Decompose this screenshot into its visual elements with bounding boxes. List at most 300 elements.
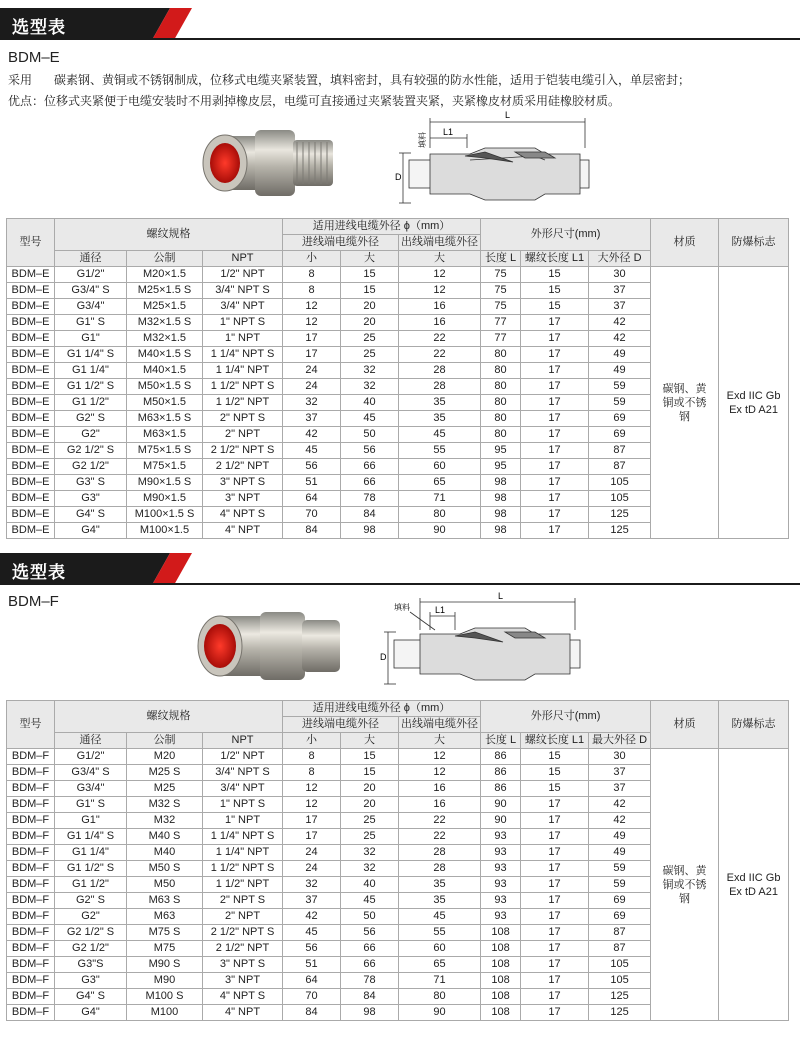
fill-label: 填料 (394, 603, 410, 612)
table-cell: 24 (283, 861, 341, 877)
table-cell: 15 (341, 749, 399, 765)
table-cell: 108 (481, 925, 521, 941)
table-cell: BDM–E (7, 315, 55, 331)
table-cell: G4" (55, 523, 127, 539)
table-cell: 1 1/4" NPT S (203, 347, 283, 363)
table-cell: 15 (521, 299, 589, 315)
table-cell: 59 (589, 877, 651, 893)
table-cell: 80 (481, 395, 521, 411)
table-cell: M32×1.5 (127, 331, 203, 347)
table-cell: M100 S (127, 989, 203, 1005)
table-cell: 37 (589, 781, 651, 797)
table-cell: 3/4" NPT S (203, 283, 283, 299)
table-cell: 1" NPT (203, 331, 283, 347)
table-cell: 66 (341, 459, 399, 475)
table-cell: 69 (589, 909, 651, 925)
dim-label-L1: L1 (443, 127, 454, 137)
table-cell: BDM–F (7, 765, 55, 781)
table-cell: 17 (521, 475, 589, 491)
table-cell: G1/2" (55, 749, 127, 765)
table-cell: M75 (127, 941, 203, 957)
table-cell: 32 (341, 861, 399, 877)
table-cell: G4" (55, 1005, 127, 1021)
table-cell: 17 (283, 829, 341, 845)
table-cell: 65 (399, 475, 481, 491)
table-cell: 90 (399, 1005, 481, 1021)
table-cell: 80 (481, 427, 521, 443)
table-cell: 3/4" NPT S (203, 765, 283, 781)
table-cell: M100×1.5 (127, 523, 203, 539)
table-cell: M25×1.5 (127, 299, 203, 315)
table-cell: 45 (283, 925, 341, 941)
material-cell: 碳钢、黄铜或不锈钢 (651, 749, 719, 1021)
table-cell: BDM–E (7, 475, 55, 491)
table-cell: G2" (55, 909, 127, 925)
header-length: 长度 L (481, 733, 521, 749)
table-cell: 20 (341, 781, 399, 797)
table-cell: 4" NPT S (203, 507, 283, 523)
table-cell: M50×1.5 (127, 395, 203, 411)
table-cell: 108 (481, 957, 521, 973)
table-cell: 25 (341, 813, 399, 829)
table-cell: M25 S (127, 765, 203, 781)
table-cell: 28 (399, 861, 481, 877)
table-cell: M100×1.5 S (127, 507, 203, 523)
model-name: BDM–F (8, 593, 59, 610)
table-cell: 37 (283, 893, 341, 909)
model-name: BDM–E (8, 49, 60, 66)
table-cell: 12 (399, 267, 481, 283)
table-cell: 108 (481, 989, 521, 1005)
table-cell: 15 (521, 267, 589, 283)
table-cell: 16 (399, 299, 481, 315)
table-cell: 2 1/2" NPT (203, 459, 283, 475)
table-cell: G3/4" S (55, 765, 127, 781)
table-cell: 51 (283, 475, 341, 491)
table-cell: BDM–F (7, 781, 55, 797)
table-cell: 12 (399, 283, 481, 299)
table-cell: 12 (399, 765, 481, 781)
table-cell: G1/2" (55, 267, 127, 283)
header-big-outlet: 大 (399, 251, 481, 267)
header-npt: NPT (203, 733, 283, 749)
table-cell: G1 1/4" S (55, 347, 127, 363)
table-cell: 59 (589, 861, 651, 877)
table-cell: BDM–E (7, 523, 55, 539)
table-cell: 84 (283, 1005, 341, 1021)
ex-mark-cell: Exd IIC Gb Ex tD A21 (719, 267, 789, 539)
table-cell: 17 (521, 829, 589, 845)
table-cell: 1 1/4" NPT (203, 363, 283, 379)
table-cell: 4" NPT (203, 1005, 283, 1021)
table-cell: 42 (589, 813, 651, 829)
table-cell: G3" (55, 973, 127, 989)
table-cell: G1" S (55, 797, 127, 813)
table-cell: 90 (481, 813, 521, 829)
dim-label-L: L (505, 110, 511, 120)
table-cell: 42 (589, 331, 651, 347)
table-cell: 60 (399, 941, 481, 957)
table-cell: 8 (283, 749, 341, 765)
technical-drawing-bdm-e (395, 108, 595, 208)
table-cell: 78 (341, 491, 399, 507)
table-cell: 22 (399, 829, 481, 845)
table-cell: M40 (127, 845, 203, 861)
table-cell: G2" (55, 427, 127, 443)
table-cell: 22 (399, 813, 481, 829)
table-cell: 59 (589, 379, 651, 395)
table-cell: G2 1/2" (55, 941, 127, 957)
table-cell: 105 (589, 491, 651, 507)
table-cell: 93 (481, 877, 521, 893)
table-cell: 75 (481, 283, 521, 299)
table-row (7, 267, 789, 283)
table-cell: 1 1/2" NPT (203, 877, 283, 893)
table-cell: 35 (399, 395, 481, 411)
table-cell: 1 1/4" NPT (203, 845, 283, 861)
table-cell: 17 (521, 861, 589, 877)
product-photo-bdm-e (195, 118, 345, 208)
ex-mark-cell: Exd IIC Gb Ex tD A21 (719, 749, 789, 1021)
table-cell: BDM–E (7, 363, 55, 379)
header-metric: 公制 (127, 733, 203, 749)
header-std: 通径 (55, 733, 127, 749)
table-cell: 37 (589, 765, 651, 781)
table-cell: M32×1.5 S (127, 315, 203, 331)
header-big: 大 (341, 251, 399, 267)
table-cell: BDM–F (7, 1005, 55, 1021)
table-cell: 37 (589, 283, 651, 299)
table-cell: 12 (399, 749, 481, 765)
table-cell: 49 (589, 829, 651, 845)
table-cell: M25×1.5 S (127, 283, 203, 299)
table-cell: BDM–F (7, 989, 55, 1005)
table-cell: BDM–E (7, 395, 55, 411)
header-ex: 防爆标志 (719, 701, 789, 749)
table-cell: 8 (283, 267, 341, 283)
table-cell: 45 (341, 893, 399, 909)
table-cell: 84 (283, 523, 341, 539)
table-cell: 17 (521, 797, 589, 813)
header-inlet: 进线端电缆外径 (283, 235, 399, 251)
fill-label: 填料 (418, 132, 427, 148)
table-cell: G3/4" (55, 781, 127, 797)
table-cell: 17 (521, 443, 589, 459)
header-model: 型号 (7, 701, 55, 749)
table-cell: 75 (481, 299, 521, 315)
table-cell: 15 (341, 283, 399, 299)
table-cell: 80 (399, 989, 481, 1005)
header-material: 材质 (651, 701, 719, 749)
table-cell: 90 (399, 523, 481, 539)
table-cell: 70 (283, 507, 341, 523)
table-cell: 37 (589, 299, 651, 315)
table-cell: 125 (589, 507, 651, 523)
table-cell: 17 (521, 909, 589, 925)
table-cell: 4" NPT S (203, 989, 283, 1005)
table-cell: 17 (521, 331, 589, 347)
table-cell: 1 1/2" NPT S (203, 861, 283, 877)
table-cell: 24 (283, 363, 341, 379)
table-cell: BDM–F (7, 893, 55, 909)
table-cell: 17 (521, 973, 589, 989)
table-cell: M50 (127, 877, 203, 893)
header-material: 材质 (651, 219, 719, 267)
table-cell: 25 (341, 829, 399, 845)
table-cell: G1" S (55, 315, 127, 331)
table-cell: BDM–E (7, 283, 55, 299)
table-cell: 25 (341, 347, 399, 363)
table-cell: 35 (399, 893, 481, 909)
table-cell: 77 (481, 315, 521, 331)
table-row (7, 749, 789, 765)
table-cell: 3" NPT S (203, 475, 283, 491)
table-cell: G4" S (55, 507, 127, 523)
table-cell: BDM–E (7, 427, 55, 443)
table-cell: BDM–E (7, 267, 55, 283)
table-cell: 55 (399, 443, 481, 459)
table-cell: 17 (521, 363, 589, 379)
table-cell: 125 (589, 989, 651, 1005)
table-cell: 98 (481, 507, 521, 523)
table-cell: G1 1/2" S (55, 861, 127, 877)
table-cell: G1 1/2" (55, 395, 127, 411)
table-cell: 2 1/2" NPT S (203, 443, 283, 459)
header-inlet: 进线端电缆外径 (283, 717, 399, 733)
table-cell: G2 1/2" (55, 459, 127, 475)
technical-drawing-bdm-f (380, 590, 590, 690)
table-cell: 90 (481, 797, 521, 813)
table-cell: 51 (283, 957, 341, 973)
table-cell: 93 (481, 829, 521, 845)
table-cell: G4" S (55, 989, 127, 1005)
table-cell: 45 (399, 909, 481, 925)
table-cell: 95 (481, 443, 521, 459)
table-cell: 98 (481, 475, 521, 491)
table-cell: 80 (481, 347, 521, 363)
table-cell: 42 (283, 427, 341, 443)
header-outer-diameter: 最大外径 D (589, 733, 651, 749)
dim-label-D: D (395, 172, 402, 182)
table-cell: 17 (521, 347, 589, 363)
product-photo-bdm-f (190, 600, 350, 692)
table-cell: 55 (399, 925, 481, 941)
table-cell: 2" NPT S (203, 411, 283, 427)
table-cell: M63 S (127, 893, 203, 909)
dim-label-L1: L1 (435, 605, 446, 615)
table-cell: 17 (521, 507, 589, 523)
table-cell: 42 (589, 797, 651, 813)
table-cell: 15 (341, 765, 399, 781)
table-cell: M20×1.5 (127, 267, 203, 283)
table-cell: M63 (127, 909, 203, 925)
table-cell: 45 (341, 411, 399, 427)
table-cell: 24 (283, 845, 341, 861)
table-cell: 1/2" NPT (203, 749, 283, 765)
table-cell: 35 (399, 411, 481, 427)
table-cell: 17 (521, 877, 589, 893)
table-cell: 12 (283, 299, 341, 315)
table-cell: 80 (481, 411, 521, 427)
table-cell: 1" NPT S (203, 315, 283, 331)
table-cell: 15 (521, 283, 589, 299)
table-cell: G1 1/4" S (55, 829, 127, 845)
table-cell: G3"S (55, 957, 127, 973)
table-cell: 37 (283, 411, 341, 427)
table-cell: M75×1.5 (127, 459, 203, 475)
table-cell: 3/4" NPT (203, 781, 283, 797)
table-cell: BDM–F (7, 877, 55, 893)
table-cell: 64 (283, 973, 341, 989)
table-cell: BDM–E (7, 459, 55, 475)
table-cell: G2" S (55, 411, 127, 427)
table-cell: 59 (589, 395, 651, 411)
header-big: 大 (341, 733, 399, 749)
table-cell: G1" (55, 331, 127, 347)
table-cell: 66 (341, 957, 399, 973)
table-cell: 8 (283, 283, 341, 299)
header-std: 通径 (55, 251, 127, 267)
table-cell: 17 (283, 347, 341, 363)
table-cell: 86 (481, 765, 521, 781)
table-cell: 32 (283, 877, 341, 893)
table-cell: 65 (399, 957, 481, 973)
table-cell: 35 (399, 877, 481, 893)
header-thread-length: 螺纹长度 L1 (521, 733, 589, 749)
header-cable: 适用进线电缆外径 ϕ（mm） (283, 701, 481, 717)
table-cell: 2 1/2" NPT S (203, 925, 283, 941)
table-cell: M90 (127, 973, 203, 989)
table-cell: 71 (399, 491, 481, 507)
table-cell: G3" S (55, 475, 127, 491)
table-cell: 2" NPT (203, 909, 283, 925)
table-cell: M50 S (127, 861, 203, 877)
table-cell: G1 1/2" (55, 877, 127, 893)
table-cell: BDM–E (7, 379, 55, 395)
table-cell: 15 (521, 749, 589, 765)
header-cable: 适用进线电缆外径 ϕ（mm） (283, 219, 481, 235)
table-cell: 77 (481, 331, 521, 347)
table-cell: 60 (399, 459, 481, 475)
header-dims: 外形尺寸(mm) (481, 219, 651, 251)
table-cell: 84 (341, 989, 399, 1005)
table-cell: BDM–F (7, 813, 55, 829)
spec-table-bdm-f (6, 700, 789, 1021)
table-cell: 98 (481, 491, 521, 507)
table-cell: 93 (481, 893, 521, 909)
table-cell: 40 (341, 877, 399, 893)
table-cell: 22 (399, 331, 481, 347)
table-cell: M50×1.5 S (127, 379, 203, 395)
header-thread-length: 螺纹长度 L1 (521, 251, 589, 267)
table-cell: G2" S (55, 893, 127, 909)
table-cell: M32 (127, 813, 203, 829)
table-cell: 17 (521, 427, 589, 443)
table-cell: 17 (283, 813, 341, 829)
table-cell: 17 (521, 379, 589, 395)
table-cell: BDM–F (7, 909, 55, 925)
table-cell: BDM–F (7, 957, 55, 973)
table-cell: 93 (481, 845, 521, 861)
table-cell: BDM–F (7, 861, 55, 877)
header-npt: NPT (203, 251, 283, 267)
table-cell: BDM–E (7, 331, 55, 347)
table-cell: BDM–E (7, 347, 55, 363)
table-cell: 17 (521, 411, 589, 427)
header-outlet: 出线端电缆外径 (399, 235, 481, 251)
table-cell: 16 (399, 781, 481, 797)
table-cell: 42 (589, 315, 651, 331)
table-cell: 17 (521, 925, 589, 941)
table-cell: 2" NPT S (203, 893, 283, 909)
table-cell: M40×1.5 (127, 363, 203, 379)
table-cell: 17 (521, 813, 589, 829)
header-metric: 公制 (127, 251, 203, 267)
table-cell: 12 (283, 315, 341, 331)
table-cell: BDM–E (7, 491, 55, 507)
table-cell: 20 (341, 797, 399, 813)
table-cell: 69 (589, 411, 651, 427)
table-cell: 80 (481, 379, 521, 395)
table-cell: 1/2" NPT (203, 267, 283, 283)
table-cell: 17 (283, 331, 341, 347)
table-body (7, 749, 789, 1021)
table-cell: 30 (589, 749, 651, 765)
table-cell: 2 1/2" NPT (203, 941, 283, 957)
table-cell: G2 1/2" S (55, 925, 127, 941)
table-cell: 17 (521, 491, 589, 507)
header-model: 型号 (7, 219, 55, 267)
table-cell: 17 (521, 989, 589, 1005)
table-cell: M63×1.5 S (127, 411, 203, 427)
table-cell: 86 (481, 781, 521, 797)
header-dims: 外形尺寸(mm) (481, 701, 651, 733)
table-cell: 98 (341, 1005, 399, 1021)
table-cell: G3/4" (55, 299, 127, 315)
table-cell: 78 (341, 973, 399, 989)
table-cell: G1 1/2" S (55, 379, 127, 395)
section-title: 选型表 (12, 563, 66, 583)
table-cell: 28 (399, 363, 481, 379)
table-cell: BDM–F (7, 845, 55, 861)
table-cell: 1 1/2" NPT S (203, 379, 283, 395)
table-cell: 87 (589, 925, 651, 941)
description-usage: 采用 碳素钢、黄铜或不锈钢制成，位移式电缆夹紧装置，填料密封，具有较强的防水性能，适用于铠装电缆引入，单层密封； (8, 73, 691, 87)
table-cell: 80 (481, 363, 521, 379)
table-cell: BDM–F (7, 829, 55, 845)
table-cell: 64 (283, 491, 341, 507)
table-cell: 32 (341, 379, 399, 395)
header-ex: 防爆标志 (719, 219, 789, 267)
table-cell: G3/4" S (55, 283, 127, 299)
table-cell: 70 (283, 989, 341, 1005)
header-outlet: 出线端电缆外径 (399, 717, 481, 733)
table-cell: G3" (55, 491, 127, 507)
table-cell: 69 (589, 427, 651, 443)
table-body (7, 267, 789, 539)
table-cell: 2" NPT (203, 427, 283, 443)
table-cell: 42 (283, 909, 341, 925)
table-cell: M20 (127, 749, 203, 765)
table-cell: M90 S (127, 957, 203, 973)
section-header-bdm-e (0, 8, 800, 40)
table-cell: 69 (589, 893, 651, 909)
table-cell: BDM–E (7, 299, 55, 315)
table-cell: 20 (341, 315, 399, 331)
table-cell: 17 (521, 395, 589, 411)
table-cell: 3" NPT (203, 973, 283, 989)
table-cell: G1" (55, 813, 127, 829)
